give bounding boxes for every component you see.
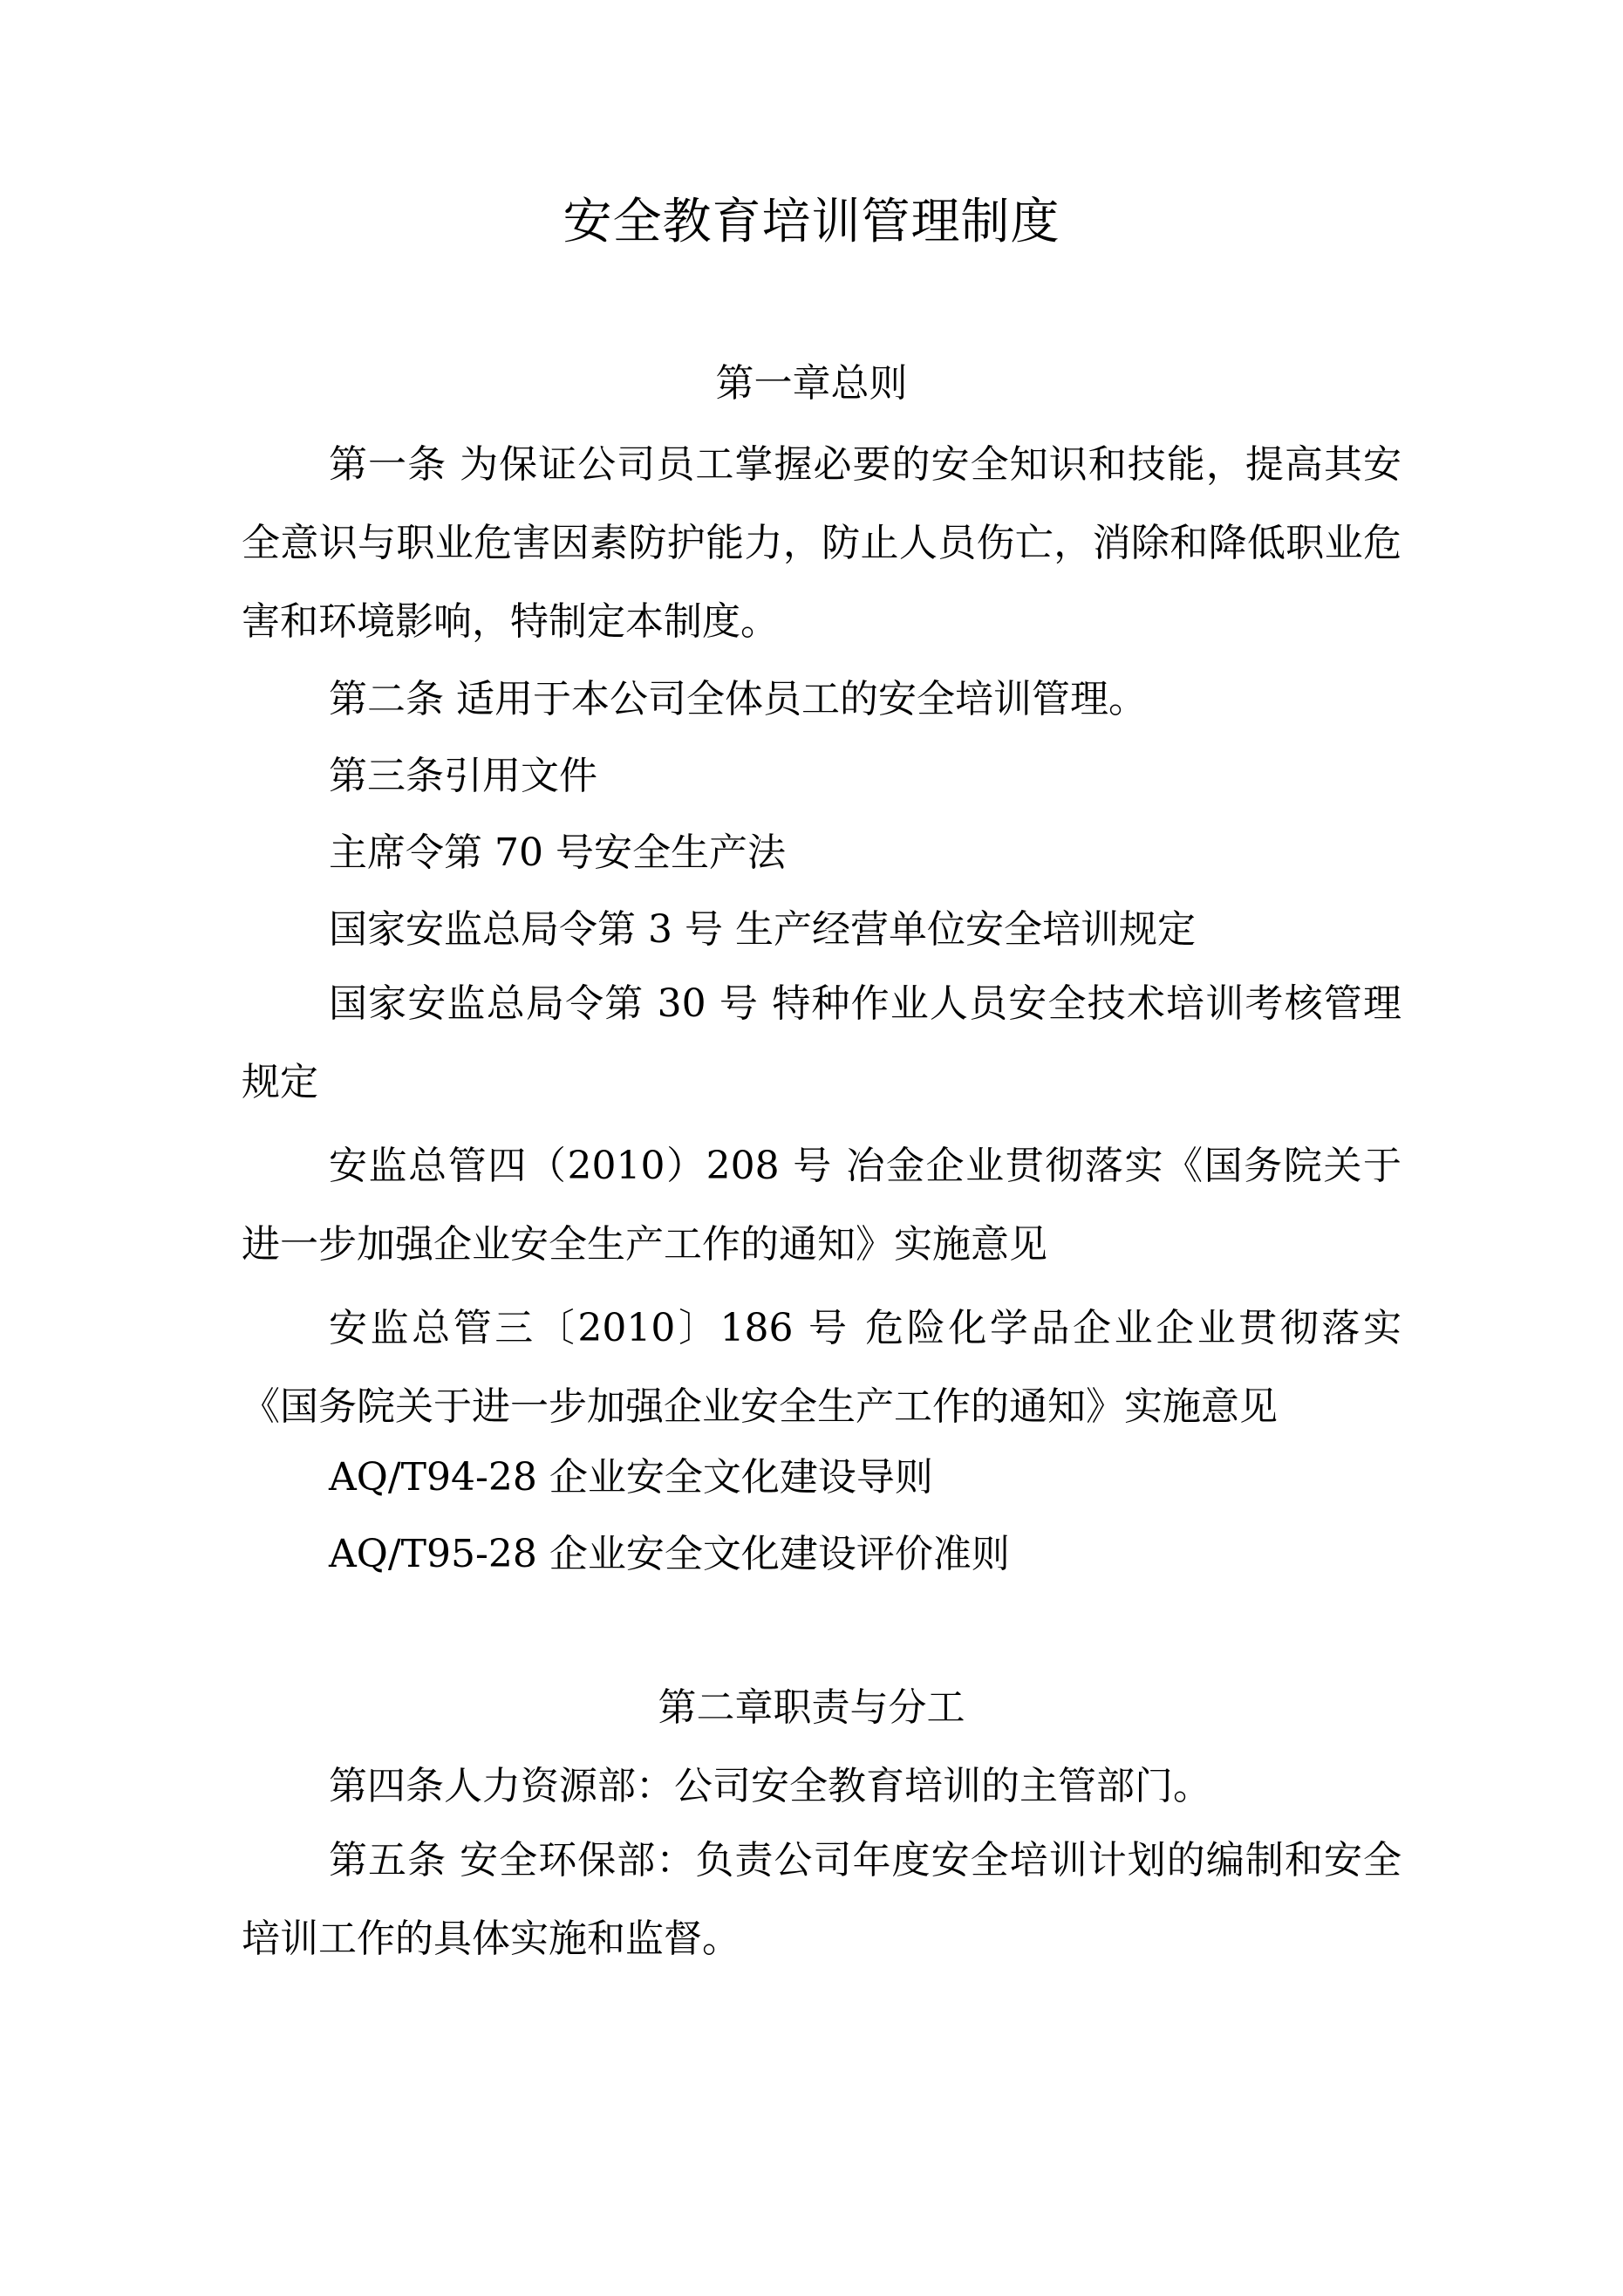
article-5: 第五条 安全环保部：负责公司年度安全培训计划的编制和安全培训工作的具体实施和监督。 bbox=[242, 1838, 1401, 1961]
reference-item: AQ/T94-28 企业安全文化建设导则 bbox=[329, 1455, 933, 1500]
chapter-2-heading: 第二章职责与分工 bbox=[658, 1685, 965, 1730]
article-3: 第三条引用文件 bbox=[329, 754, 597, 798]
article-1: 第一条 为保证公司员工掌握必要的安全知识和技能，提高其安全意识与职业危害因素防护能力，防止人员伤亡，消除和降低职业危害和环境影响，特制定本制度。 bbox=[242, 442, 1401, 644]
reference-item: 主席令第 70 号安全生产法 bbox=[329, 830, 786, 875]
article-4: 第四条人力资源部：公司安全教育培训的主管部门。 bbox=[329, 1764, 1211, 1808]
document-title: 安全教育培训管理制度 bbox=[563, 194, 1060, 250]
reference-item: 国家安监总局令第 3 号 生产经营单位安全培训规定 bbox=[329, 907, 1196, 952]
reference-item: 国家安监总局令第 30 号 特种作业人员安全技术培训考核管理规定 bbox=[242, 981, 1401, 1104]
reference-item: AQ/T95-28 企业安全文化建设评价准则 bbox=[329, 1532, 1010, 1576]
reference-item: 安监总管三〔2010〕186 号 危险化学品企业企业贯彻落实《国务院关于进一步加强企业安全生产工作的通知》实施意见 bbox=[242, 1306, 1401, 1429]
article-2: 第二条 适用于本公司全体员工的安全培训管理。 bbox=[329, 677, 1147, 721]
chapter-1-heading: 第一章总则 bbox=[715, 361, 908, 406]
reference-item: 安监总管四（2010）208 号 冶金企业贯彻落实《国务院关于进一步加强企业安全生产工作的通知》实施意见 bbox=[242, 1144, 1401, 1267]
